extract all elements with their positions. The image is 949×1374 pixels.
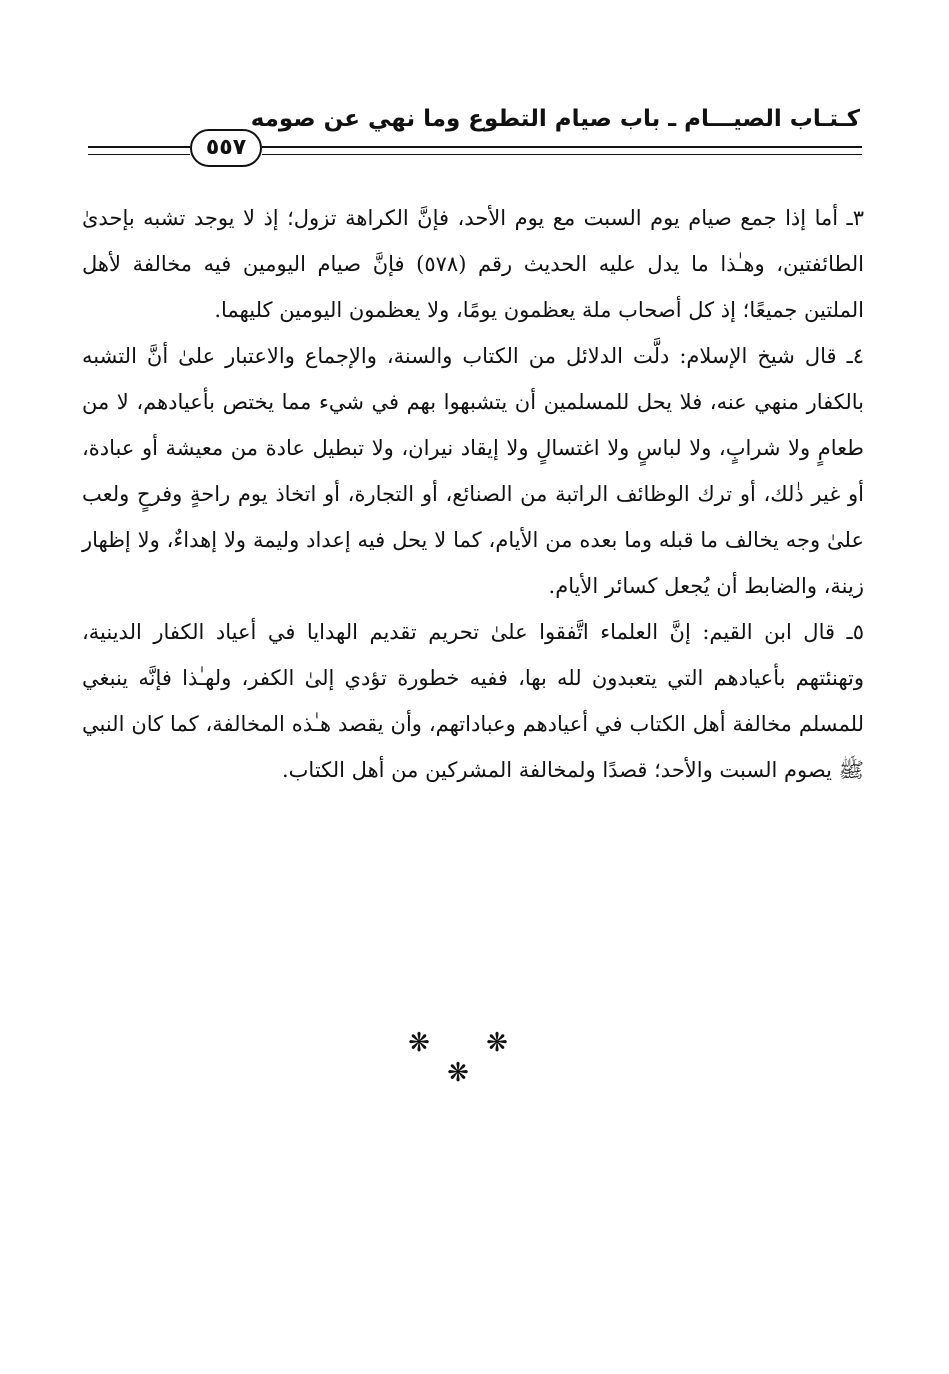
main-text [82,195,864,793]
item-number: ٤ـ [846,344,864,368]
item-text: أما إذا جمع صيام يوم السبت مع يوم الأحد، فإنَّ الكراهة تزول؛ إذ لا يوجد تشبه بإحدىٰ الطائفتين، وهـٰذا ما يدل عليه الحديث رقم (٥٧٨) فإنَّ صيام اليومين فيه مخالفة لأهل الملتين جميعًا؛ إذ كل أصحاب ملة يعظمون يومًا، ولا يعظمون اليومين كليهما. [82,206,864,322]
header-rule-right-top [262,146,862,148]
page-header-title: كـتـاب الصيـــام ـ باب صيام التطوع وما نهي عن صومه [250,106,860,132]
list-item [82,333,864,609]
item-number: ٥ـ [846,620,864,644]
list-item [82,609,864,793]
item-text: قال ابن القيم: إنَّ العلماء اتَّفقوا علىٰ تحريم تقديم الهدايا في أعياد الكفار الدينية، وتهنئتهم بأعيادهم التي يتعبدون لله بها، ففيه خطورة تؤدي إلىٰ الكفر، ولهـٰذا فإنَّه ينبغي للمسلم مخالفة أهل الكتاب في أعيادهم وعباداتهم، وأن يقصد هـٰذه المخالفة، كما كان النبي ﷺ يصوم السبت والأحد؛ قصدًا ولمخالفة المشركين من أهل الكتاب. [82,620,864,782]
item-number: ٣ـ [846,206,864,230]
list-item [82,195,864,333]
header-rule-left-top [88,146,190,148]
header-rule-right-bottom [262,154,862,155]
section-separator: ❋ ❋ ❋ [408,1028,532,1088]
page-number: ٥٥٧ [190,129,262,167]
item-text: قال شيخ الإسلام: دلَّت الدلائل من الكتاب والسنة، والإجماع والاعتبار علىٰ أنَّ التشبه بالكفار منهي عنه، فلا يحل للمسلمين أن يتشبهوا بهم في شيء مما يختص بأعيادهم، لا من طعامٍ ولا شرابٍ، ولا لباسٍ ولا اغتسالٍ ولا إيقاد نيران، ولا تبطيل عادة من معيشة أو عبادة، أو غير ذٰلك، أو ترك الوظائف الراتبة من الصنائع، أو التجارة، أو اتخاذ يوم راحةٍ وفرحٍ ولعب علىٰ وجه يخالف ما قبله وما بعده من الأيام، كما لا يحل فيه إعداد وليمة ولا إهداءٌ، ولا إظهار زينة، والضابط أن يُجعل كسائر الأيام. [82,344,864,598]
header-rule-left-bottom [88,154,190,155]
